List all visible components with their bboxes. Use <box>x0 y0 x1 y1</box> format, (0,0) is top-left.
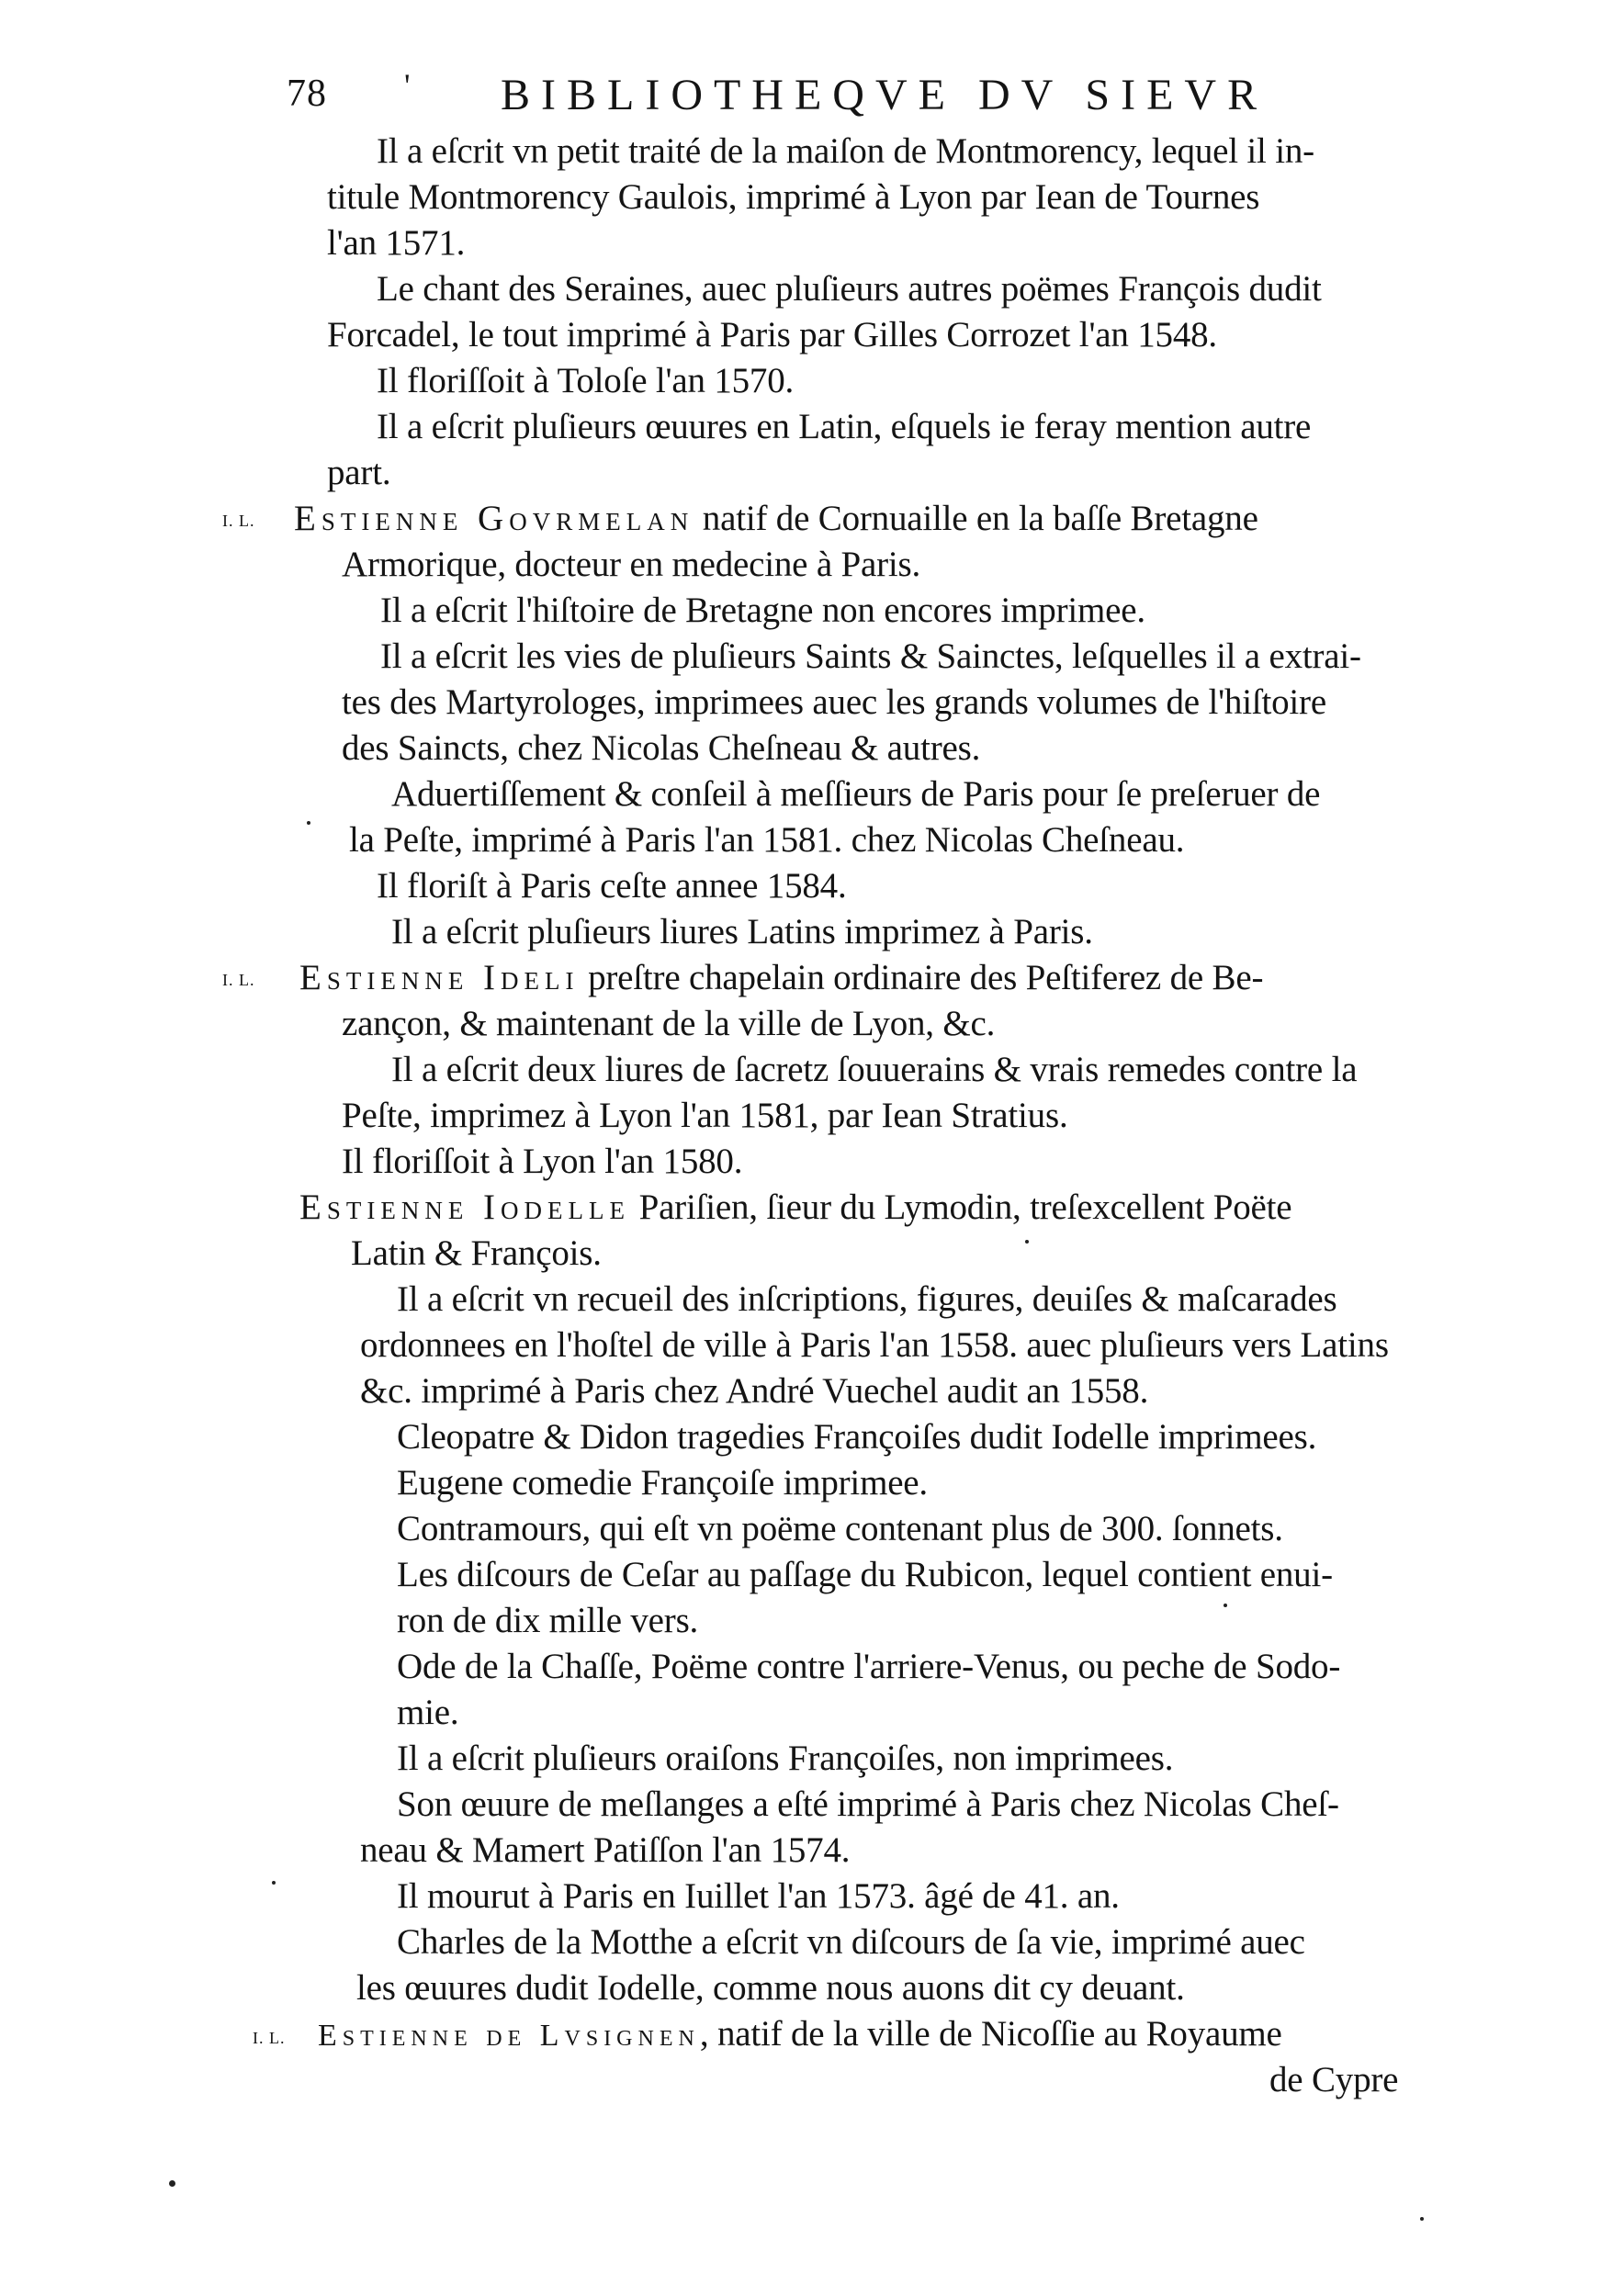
ink-speck <box>1025 1240 1029 1244</box>
entry-heading <box>299 957 1263 999</box>
text-line: les œuures dudit Iodelle, comme nous auons dit cy deuant. <box>356 1968 1185 2008</box>
text-line: Latin & François. <box>351 1233 602 1273</box>
text-line: la Peſte, imprimé à Paris l'an 1581. chez Nicolas Cheſneau. <box>349 820 1185 860</box>
text-line: Peſte, imprimez à Lyon l'an 1581, par Iean Stratius. <box>342 1096 1068 1135</box>
text-line: Il a eſcrit pluſieurs oraiſons Françoiſes, non imprimees. <box>397 1739 1174 1778</box>
headword: Estienne Iodelle <box>299 1187 631 1227</box>
text-line: ordonnees en l'hoſtel de ville à Paris l'an 1558. auec pluſieurs vers Latins <box>360 1325 1389 1365</box>
text-line: l'an 1571. <box>327 223 466 263</box>
text-line: Forcadel, le tout imprimé à Paris par Gilles Corrozet l'an 1548. <box>327 315 1217 355</box>
text-line: Il floriſſoit à Lyon l'an 1580. <box>342 1142 743 1181</box>
text-line: Il a eſcrit l'hiſtoire de Bretagne non encores imprimee. <box>380 591 1145 630</box>
text-line: titule Montmorency Gaulois, imprimé à Lyon par Iean de Tournes <box>327 177 1260 217</box>
text-line: Les diſcours de Ceſar au paſſage du Rubicon, lequel contient enui- <box>397 1555 1333 1594</box>
ink-speck <box>1224 1604 1227 1607</box>
margin-note: I. L. <box>222 971 255 989</box>
headword: Estienne Govrmelan <box>294 499 694 538</box>
text-line: Il a eſcrit pluſieurs œuures en Latin, eſquels ie feray mention autre <box>377 407 1312 446</box>
ink-speck <box>272 1881 276 1885</box>
text-line: Il a eſcrit deux liures de ſacretz ſouuerains & vrais remedes contre la <box>391 1050 1358 1089</box>
text-line: zançon, & maintenant de la ville de Lyon, &c. <box>342 1004 996 1043</box>
text-line: Son œuure de meſlanges a eſté imprimé à Paris chez Nicolas Cheſ- <box>397 1784 1339 1824</box>
text-line: Pariſien, ſieur du Lymodin, treſexcellent Poëte <box>638 1187 1292 1227</box>
text-line: Il a eſcrit pluſieurs liures Latins imprimez à Paris. <box>391 912 1093 951</box>
text-line: Il mourut à Paris en Iuillet l'an 1573. âgé de 41. an. <box>397 1876 1120 1916</box>
text-line: ron de dix mille vers. <box>397 1601 699 1640</box>
text-line: Charles de la Motthe a eſcrit vn diſcours de ſa vie, imprimé auec <box>397 1922 1305 1962</box>
text-line: Le chant des Seraines, auec pluſieurs autres poëmes François dudit <box>377 269 1322 309</box>
headword: Estienne de Lvsignen <box>318 2019 700 2053</box>
text-line: natif de Cornuaille en la baſſe Bretagne <box>702 499 1258 538</box>
text-line: &c. imprimé à Paris chez André Vuechel audit an 1558. <box>360 1371 1149 1411</box>
text-line: Il a eſcrit vn recueil des inſcriptions, figures, deuiſes & maſcarades <box>397 1279 1337 1319</box>
text-line: Aduertiſſement & conſeil à meſſieurs de Paris pour ſe preſeruer de <box>391 774 1321 814</box>
running-head: BIBLIOTHEQVE DV SIEVR <box>501 71 1269 119</box>
margin-note: I. L. <box>253 2029 286 2047</box>
text-line: Il a eſcrit les vies de pluſieurs Saints & Sainctes, leſquelles il a extrai- <box>380 636 1361 676</box>
ink-speck <box>307 821 310 825</box>
text-line: Armorique, docteur en medecine à Paris. <box>342 545 921 584</box>
text-line: Ode de la Chaſſe, Poëme contre l'arriere-Venus, ou peche de Sodo- <box>397 1647 1341 1686</box>
catchword: de Cypre <box>1269 2060 1399 2099</box>
text-line: Contramours, qui eſt vn poëme contenant plus de 300. ſonnets. <box>397 1509 1283 1548</box>
ink-speck <box>169 2180 175 2187</box>
text-line: tes des Martyrologes, imprimees auec les grands volumes de l'hiſtoire <box>342 682 1326 722</box>
entry-heading <box>299 1187 1291 1229</box>
entry-heading <box>318 2013 1282 2057</box>
headword: Estienne Ideli <box>299 958 580 997</box>
header-mark: ' <box>404 67 411 104</box>
text-line: Il a eſcrit vn petit traité de la maiſon de Montmorency, lequel il in- <box>377 131 1314 171</box>
text-line: Il floriſt à Paris ceſte annee 1584. <box>377 866 847 906</box>
text-line: Eugene comedie Françoiſe imprimee. <box>397 1463 928 1503</box>
ink-speck <box>1420 2217 1424 2221</box>
page-number: 78 <box>287 73 327 115</box>
margin-note: I. L. <box>222 512 255 530</box>
text-line: des Saincts, chez Nicolas Cheſneau & autres. <box>342 728 981 768</box>
text-line: Il floriſſoit à Toloſe l'an 1570. <box>377 361 795 400</box>
text-line: part. <box>327 453 391 492</box>
text-line: , natif de la ville de Nicoſſie au Royaume <box>699 2014 1282 2054</box>
text-line: neau & Mamert Patiſſon l'an 1574. <box>360 1830 851 1870</box>
text-line: preſtre chapelain ordinaire des Peſtiferez de Be- <box>588 958 1264 997</box>
entry-heading <box>294 498 1258 540</box>
text-line: mie. <box>397 1693 459 1732</box>
text-line: Cleopatre & Didon tragedies Françoiſes dudit Iodelle imprimees. <box>397 1417 1317 1457</box>
